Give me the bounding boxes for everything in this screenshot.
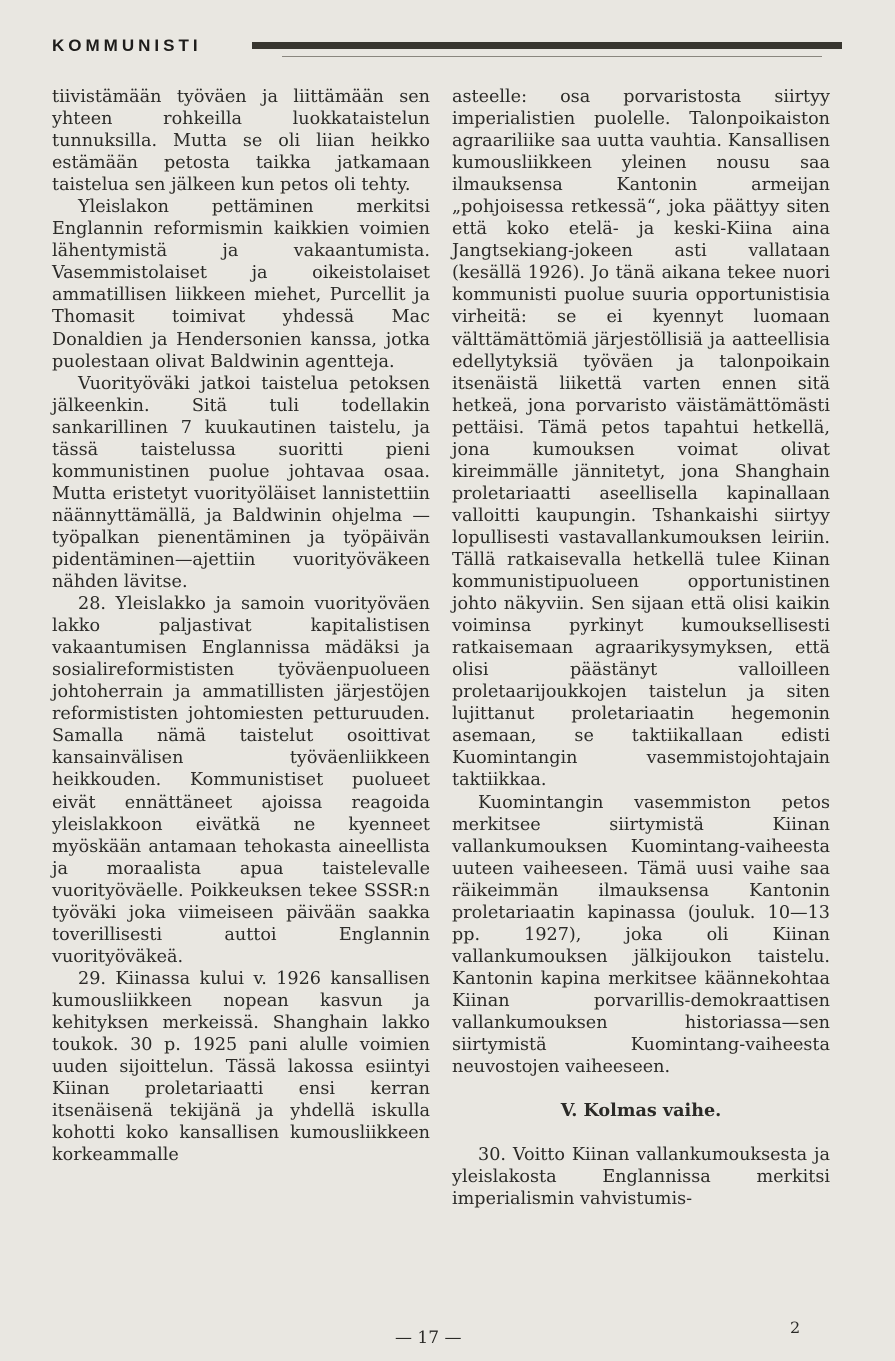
journal-title: KOMMUNISTI	[52, 36, 202, 55]
section-heading: V. Kolmas vaihe.	[560, 1100, 722, 1122]
signature-number: 2	[790, 1318, 801, 1337]
page-number: — 17 —	[395, 1328, 462, 1348]
paragraph: 29. Kiinassa kului v. 1926 kansallisen kumousliikkeen nopean kasvun ja kehityksen merkeissä. Shanghain lakko toukok. 30 p. 1925 pani alulle voimien uuden sijoittelun. Tässä lakossa esiintyi Kiinan proletariaatti ensi kerran itsenäisenä tekijänä ja yhdellä iskulla kohotti koko kansallisen kumousliikkeen korkeammalle	[52, 968, 430, 1166]
paragraph: asteelle: osa porvaristosta siirtyy imperialistien puolelle. Talonpoikaiston agraariliike saa uutta vauhtia. Kansallisen kumousliikkeen yleinen nousu saa ilmauksensa Kantonin armeijan „pohjoisessa retkessä“, joka päättyy siten että koko etelä- ja keski-Kiina aina Jangtsekiang-jokeen asti vallataan (kesällä 1926). Jo tänä aikana tekee nuori kommunisti puolue suuria opportunistisia virheitä: se ei kyennyt luomaan välttämättömiä järjestöllisiä ja aatteellisia edellytyksiä työväen ja talonpoikain itsenäistä liikettä varten ennen sitä hetkeä, jona porvaristo väistämättömästi pettäisi. Tämä petos tapahtui hetkellä, jona kumouksen voimat olivat kireimmälle jännitetyt, jona Shanghain proletariaatti aseellisella kapinallaan valloitti kaupungin. Tshankaishi siirtyy lopullisesti vastavallankumouksen leiriin. Tällä ratkaisevalla hetkellä tulee Kiinan kommunistipuolueen opportunistinen johto näkyviin. Sen sijaan että olisi kaikin voiminsa pyrkinyt kumouksellisesti ratkaisemaan agraarikysymyksen, että olisi päästänyt valloilleen proletaarijoukkojen taistelun ja siten lujittanut proletariaatin hegemonin asemaan, se taktiikallaan edisti Kuomintangin vasemmistojohtajain taktiikkaa.	[452, 87, 830, 791]
header-rule-thin	[282, 56, 822, 57]
paragraph: 30. Voitto Kiinan vallankumouksesta ja yleislakosta Englannissa merkitsi imperialismin vahvistumis-	[452, 1145, 830, 1210]
paragraph: Yleislakon pettäminen merkitsi Englannin reformismin kaikkien voimien lähentymistä ja vakaantumista. Vasemmistolaiset ja oikeistolaiset ammatillisen liikkeen miehet, Purcellit ja Thomasit toimivat yhdessä Mac Donaldien ja Hendersonien kanssa, jotka puolestaan olivat Baldwinin agentteja.	[52, 197, 430, 372]
paragraph: Vuorityöväki jatkoi taistelua petoksen jälkeenkin. Sitä tuli todellakin sankarillinen 7 kuukautinen taistelu, ja tässä taistelussa suoritti pieni kommunistinen puolue johtavaa osaa. Mutta eristetyt vuorityöläiset lannistettiin näännyttämällä, ja Baldwinin ohjelma — työpalkan pienentäminen ja työpäivän pidentäminen—ajettiin vuorityöväkeen nähden lävitse.	[52, 373, 430, 593]
spacer	[452, 1122, 830, 1144]
page-footer	[0, 1318, 895, 1352]
paragraph: tiivistämään työväen ja liittämään sen yhteen rohkeilla luokkataistelun tunnuksilla. Mutta se oli liian heikko estämään petosta taikka jatkamaan taistelua sen jälkeen kun petos oli tehty.	[52, 87, 430, 196]
paragraph: Kuomintangin vasemmiston petos merkitsee siirtymistä Kiinan vallankumouksen Kuomintang-vaiheesta uuteen vaiheeseen. Tämä uusi vaihe saa räikeimmän ilmauksensa Kantonin proletariaatin kapinassa (jouluk. 10—13 pp. 1927), joka oli Kiinan vallankumouksen jälkijoukon taistelu. Kantonin kapina merkitsee käännekohtaa Kiinan porvarillis-demokraattisen vallankumouksen historiassa—sen siirtymistä Kuomintang-vaiheesta neuvostojen vaiheeseen.	[452, 792, 830, 1078]
left-column	[52, 86, 430, 1166]
running-header	[52, 36, 842, 60]
paragraph: 28. Yleislakko ja samoin vuorityöväen lakko paljastivat kapitalistisen vakaantumisen Englannissa mädäksi ja sosialireformististen työväenpuolueen johtoherrain ja ammatillisten järjestöjen reformististen johtomiesten petturuuden. Samalla nämä taistelut osoittivat kansainvälisen työväenliikkeen heikkouden. Kommunistiset puolueet eivät ennättäneet ajoissa reagoida yleislakkoon eivätkä ne kyenneet myöskään antamaan tehokasta aineellista ja moraalista apua taistelevalle vuorityöväelle. Poikkeuksen tekee SSSR:n työväki joka viimeiseen päivään saakka toverillisesti auttoi Englannin vuorityöväkeä.	[52, 594, 430, 967]
spacer	[452, 1078, 830, 1100]
right-column	[452, 86, 830, 1210]
header-rule	[252, 42, 842, 49]
